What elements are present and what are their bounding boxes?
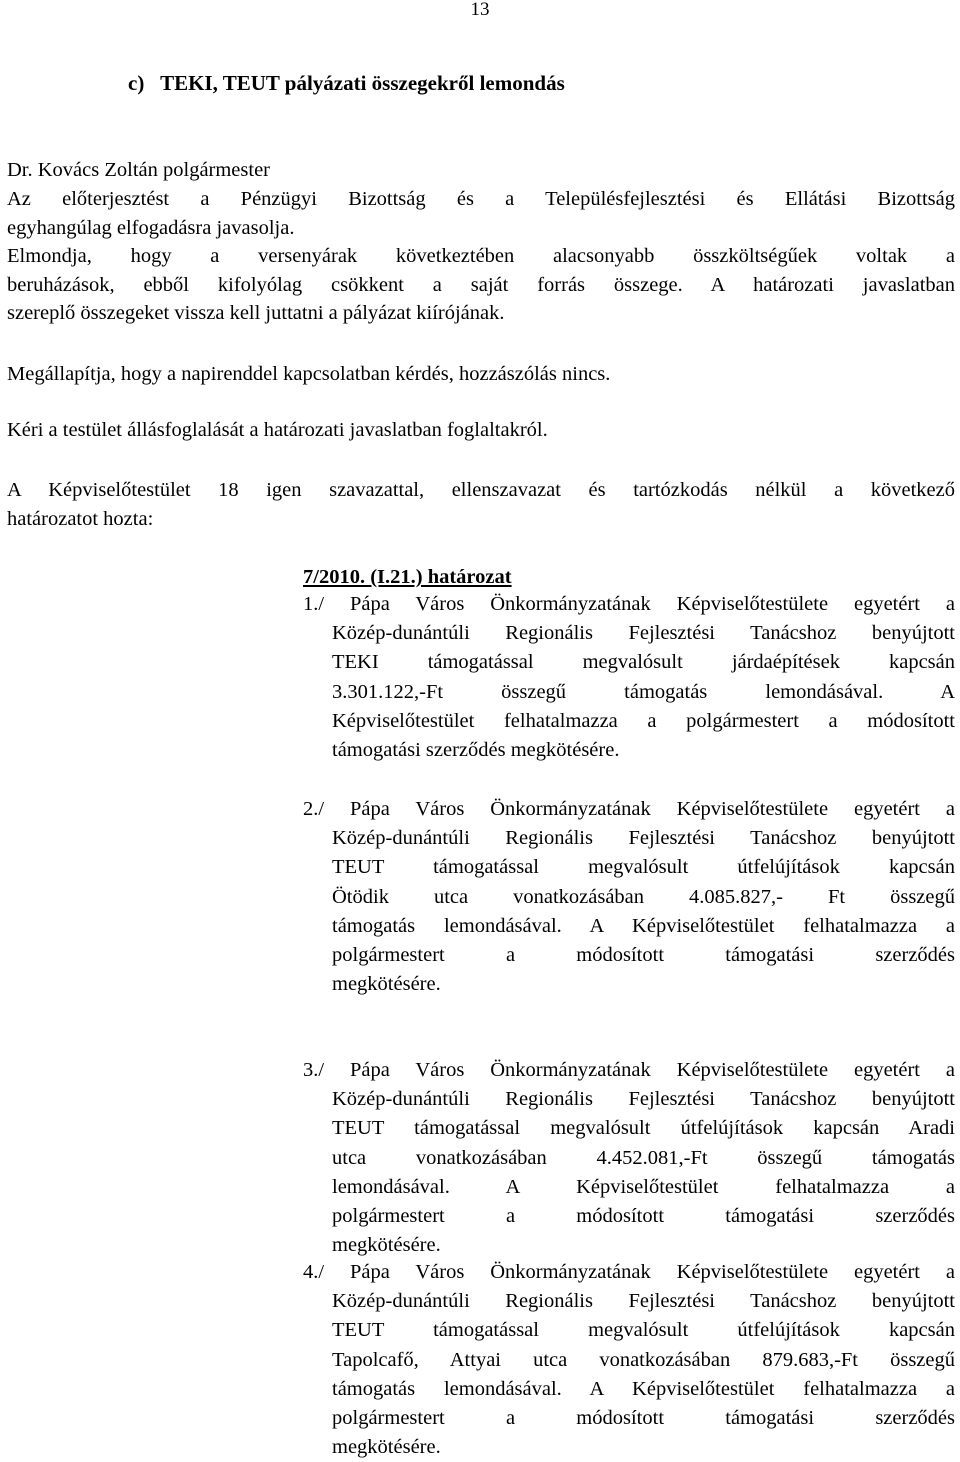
resolution-item-number: 3. xyxy=(303,1059,319,1081)
resolution-item-text: / Pápa Város Önkormányzatának Képviselőtestülete egyetért a xyxy=(318,1261,955,1283)
intro-paragraph xyxy=(7,185,955,328)
resolution-item-number: 2. xyxy=(303,798,319,820)
resolution-item-line: TEUT támogatással megvalósult útfelújítások kapcsán xyxy=(332,1319,955,1342)
resolution-item-line: TEUT támogatással megvalósult útfelújítások kapcsán xyxy=(332,856,955,879)
resolution-item-line: támogatás lemondásával. A Képviselőtestület felhatalmazza a xyxy=(332,914,955,937)
vote-line: A Képviselőtestület 18 igen szavazattal, ellenszavazat és tartózkodás nélkül a következő xyxy=(7,479,955,501)
resolution-item-number: 4. xyxy=(303,1261,319,1283)
resolution-item-line: támogatási szerződés megkötésére. xyxy=(332,739,620,762)
resolution-item-text: / Pápa Város Önkormányzatának Képviselőtestülete egyetért a xyxy=(318,1059,955,1081)
vote-line: határozatot hozta: xyxy=(7,507,154,530)
intro-line: Elmondja, hogy a versenyárak következtében alacsonyabb összköltségűek voltak a xyxy=(7,245,955,267)
statement-text: Kéri a testület állásfoglalását a határozati javaslatban foglaltakról. xyxy=(7,419,548,441)
intro-line: szereplő összegeket vissza kell juttatni a pályázat kiírójának. xyxy=(7,302,505,324)
resolution-item-line: megkötésére. xyxy=(332,973,441,996)
resolution-item-line: Közép-dunántúli Regionális Fejlesztési Tanácshoz benyújtott xyxy=(332,827,955,850)
statement-no-questions xyxy=(7,360,955,389)
resolution-item xyxy=(303,795,955,999)
resolution-item-line: Közép-dunántúli Regionális Fejlesztési Tanácshoz benyújtott xyxy=(332,1290,955,1313)
resolution-item xyxy=(303,1258,955,1462)
section-title: c) TEKI, TEUT pályázati összegekről lemondás xyxy=(128,71,565,95)
statement-text: Megállapítja, hogy a napirenddel kapcsolatban kérdés, hozzászólás nincs. xyxy=(7,363,611,385)
intro-line: beruházások, ebből kifolyólag csökkent a saját forrás összege. A határozati javaslatban xyxy=(7,273,955,296)
resolution-item-line: TEUT támogatással megvalósult útfelújítások kapcsán Aradi xyxy=(332,1117,955,1140)
resolution-item-first-line xyxy=(303,795,955,824)
speaker-name: Dr. Kovács Zoltán polgármester xyxy=(7,159,271,181)
resolution-item-line: Közép-dunántúli Regionális Fejlesztési Tanácshoz benyújtott xyxy=(332,622,955,645)
resolution-item xyxy=(303,590,955,765)
resolution-item-line: lemondásával. A Képviselőtestület felhatalmazza a xyxy=(332,1175,955,1198)
intro-line: Az előterjesztést a Pénzügyi Bizottság és a Településfejlesztési és Ellátási Bizottság xyxy=(7,188,955,210)
resolution-item-line: Ötödik utca vonatkozásában 4.085.827,- Ft összegű xyxy=(332,885,955,908)
resolution-item xyxy=(303,1056,955,1260)
resolution-item-line: polgármestert a módosított támogatási szerződés xyxy=(332,1407,955,1430)
page-number: 13 xyxy=(470,0,490,20)
resolution-item-first-line xyxy=(303,1258,955,1287)
resolution-heading: 7/2010. (I.21.) határozat xyxy=(303,566,512,588)
vote-paragraph xyxy=(7,476,955,533)
resolution-item-line: polgármestert a módosított támogatási szerződés xyxy=(332,944,955,967)
resolution-item-line: megkötésére. xyxy=(332,1234,441,1257)
resolution-item-line: támogatás lemondásával. A Képviselőtestület felhatalmazza a xyxy=(332,1377,955,1400)
resolution-item-line: Közép-dunántúli Regionális Fejlesztési Tanácshoz benyújtott xyxy=(332,1088,955,1111)
resolution-item-line: 3.301.122,-Ft összegű támogatás lemondásával. A xyxy=(332,680,955,703)
resolution-item-line: utca vonatkozásában 4.452.081,-Ft összegű támogatás xyxy=(332,1146,955,1169)
resolution-item-line: megkötésére. xyxy=(332,1436,441,1459)
resolution-item-number: 1. xyxy=(303,593,319,615)
resolution-item-first-line xyxy=(303,1056,955,1085)
resolution-item-first-line xyxy=(303,590,955,619)
resolution-item-text: / Pápa Város Önkormányzatának Képviselőtestülete egyetért a xyxy=(318,593,955,615)
resolution-item-line: polgármestert a módosított támogatási szerződés xyxy=(332,1205,955,1228)
resolution-item-line: TEKI támogatással megvalósult járdaépítések kapcsán xyxy=(332,651,955,674)
resolution-item-line: Képviselőtestület felhatalmazza a polgármestert a módosított xyxy=(332,709,955,732)
statement-request xyxy=(7,416,955,445)
resolution-item-text: / Pápa Város Önkormányzatának Képviselőtestülete egyetért a xyxy=(318,798,955,820)
resolution-item-line: Tapolcafő, Attyai utca vonatkozásában 879.683,-Ft összegű xyxy=(332,1348,955,1371)
intro-line: egyhangúlag elfogadásra javasolja. xyxy=(7,216,295,239)
